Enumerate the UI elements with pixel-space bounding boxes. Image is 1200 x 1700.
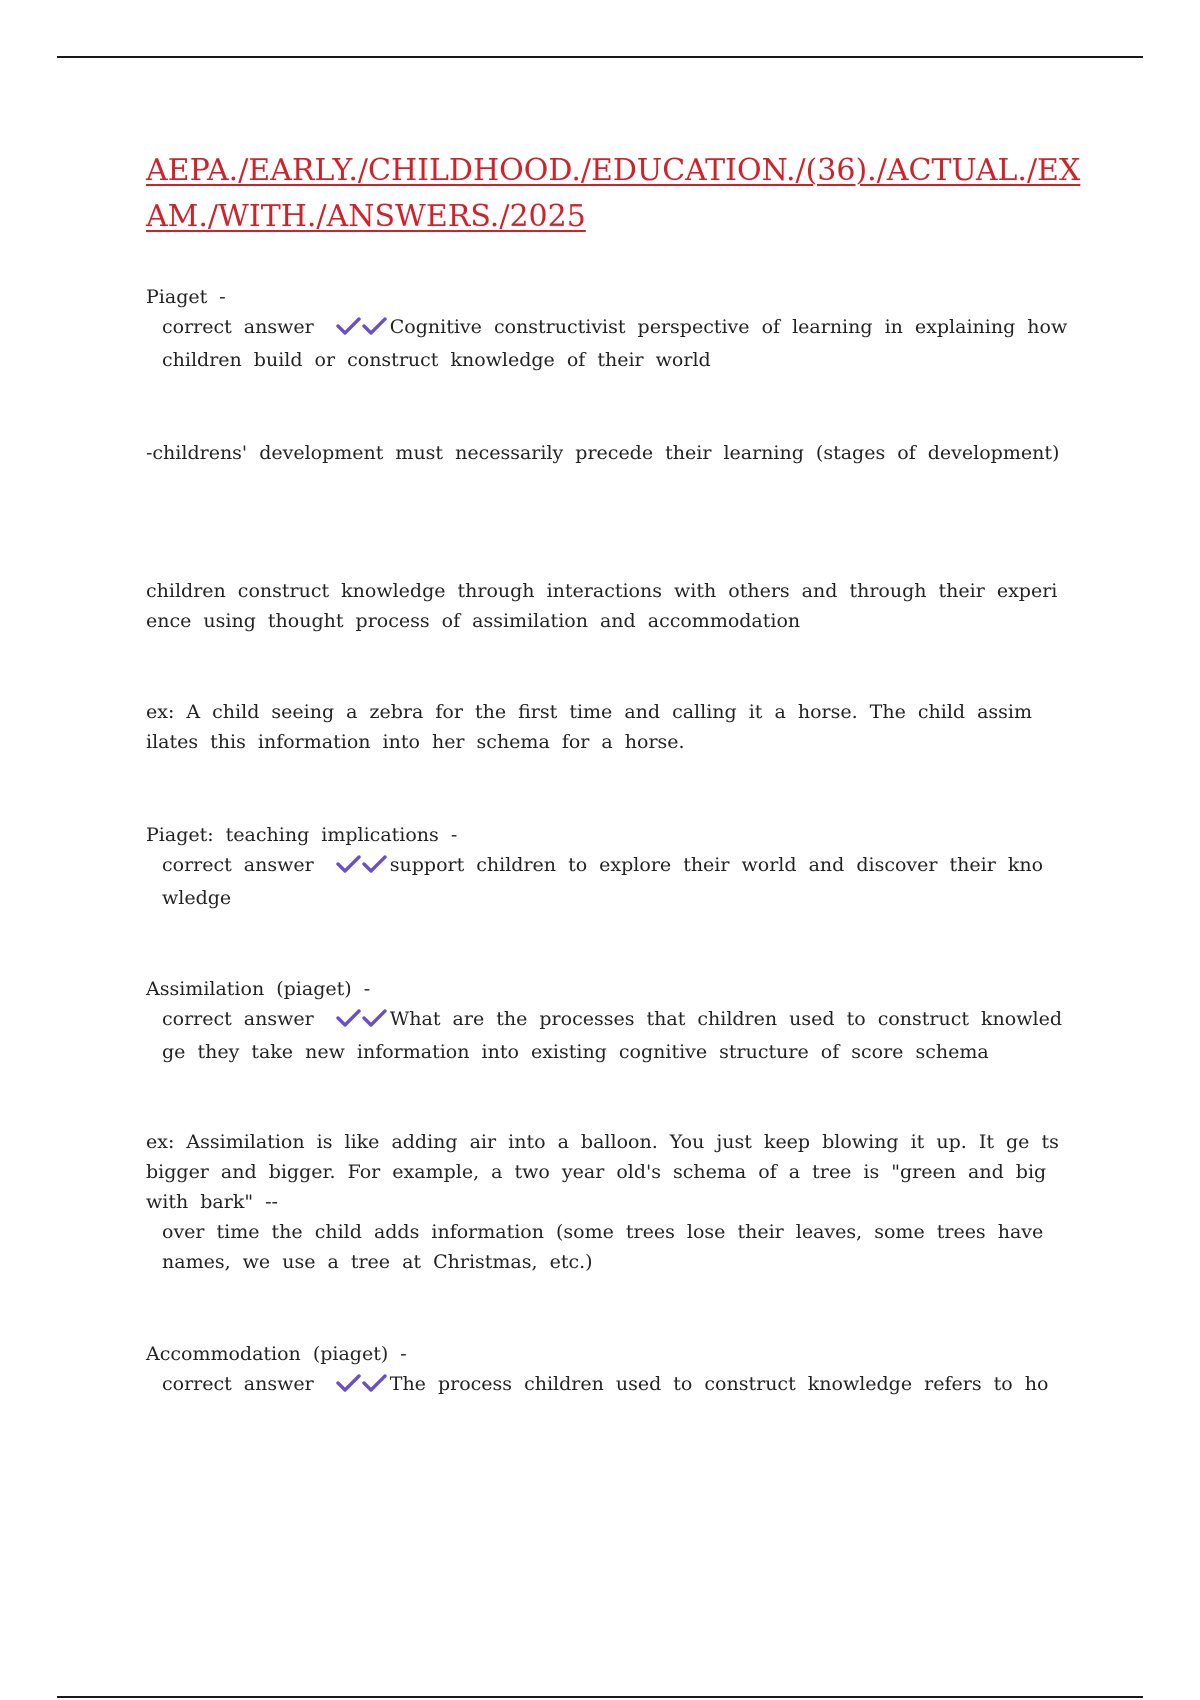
note-zebra-example: ex: A child seeing a zebra for the first time and calling it a horse. The child assim ilates this information into her schema for a horse. bbox=[146, 701, 1033, 753]
entry-term: Assimilation (piaget) - bbox=[146, 978, 371, 1000]
top-rule bbox=[57, 56, 1143, 58]
answer-text: What are the processes that children used to construct knowled ge they take new information into existing cognitive structure of score schema bbox=[162, 1008, 1062, 1063]
entry-answer bbox=[146, 312, 1090, 375]
document-title: AEPA./EARLY./CHILDHOOD./EDUCATION./(36)./ACTUAL./EXAM./WITH./ANSWERS./2025 bbox=[146, 153, 1081, 234]
note-construct-knowledge: children construct knowledge through interactions with others and through their experi ence using thought process of assimilation and accommodation bbox=[146, 580, 1058, 632]
entry-term: Accommodation (piaget) - bbox=[146, 1343, 407, 1365]
entry-piaget bbox=[146, 282, 1090, 375]
entry-accommodation bbox=[146, 1339, 1090, 1402]
answer-label: correct answer bbox=[162, 1373, 314, 1395]
entry-teaching-implications bbox=[146, 820, 1090, 913]
entry-term: Piaget: teaching implications - bbox=[146, 824, 458, 846]
double-check-icon bbox=[336, 1007, 388, 1037]
double-check-icon bbox=[336, 1372, 388, 1402]
entry-answer bbox=[146, 1004, 1090, 1067]
double-check-icon bbox=[336, 315, 388, 345]
entry-assimilation bbox=[146, 974, 1090, 1067]
note-text: ex: Assimilation is like adding air into a balloon. You just keep blowing it up. It ge ts bigger and bigger. For example, a two year old's schema of a tree is "green and big with bark" -- bbox=[146, 1131, 1059, 1213]
answer-label: correct answer bbox=[162, 1008, 314, 1030]
answer-label: correct answer bbox=[162, 316, 314, 338]
answer-text: The process children used to construct knowledge refers to ho bbox=[389, 1373, 1049, 1395]
answer-text: support children to explore their world and discover their kno wledge bbox=[162, 854, 1044, 909]
answer-label: correct answer bbox=[162, 854, 314, 876]
entry-answer bbox=[146, 850, 1090, 913]
note-continued-text: over time the child adds information (some trees lose their leaves, some trees have names, we use a tree at Christmas, etc.) bbox=[162, 1221, 1044, 1273]
answer-text: Cognitive constructivist perspective of learning in explaining how children build or construct knowledge of their world bbox=[162, 316, 1068, 371]
bottom-rule bbox=[57, 1696, 1143, 1698]
entry-answer bbox=[146, 1369, 1090, 1402]
entry-term: Piaget - bbox=[146, 286, 226, 308]
note-balloon-example bbox=[146, 1127, 1090, 1277]
note-development-precedes-learning: -childrens' development must necessarily precede their learning (stages of development) bbox=[146, 442, 1060, 464]
double-check-icon bbox=[336, 853, 388, 883]
